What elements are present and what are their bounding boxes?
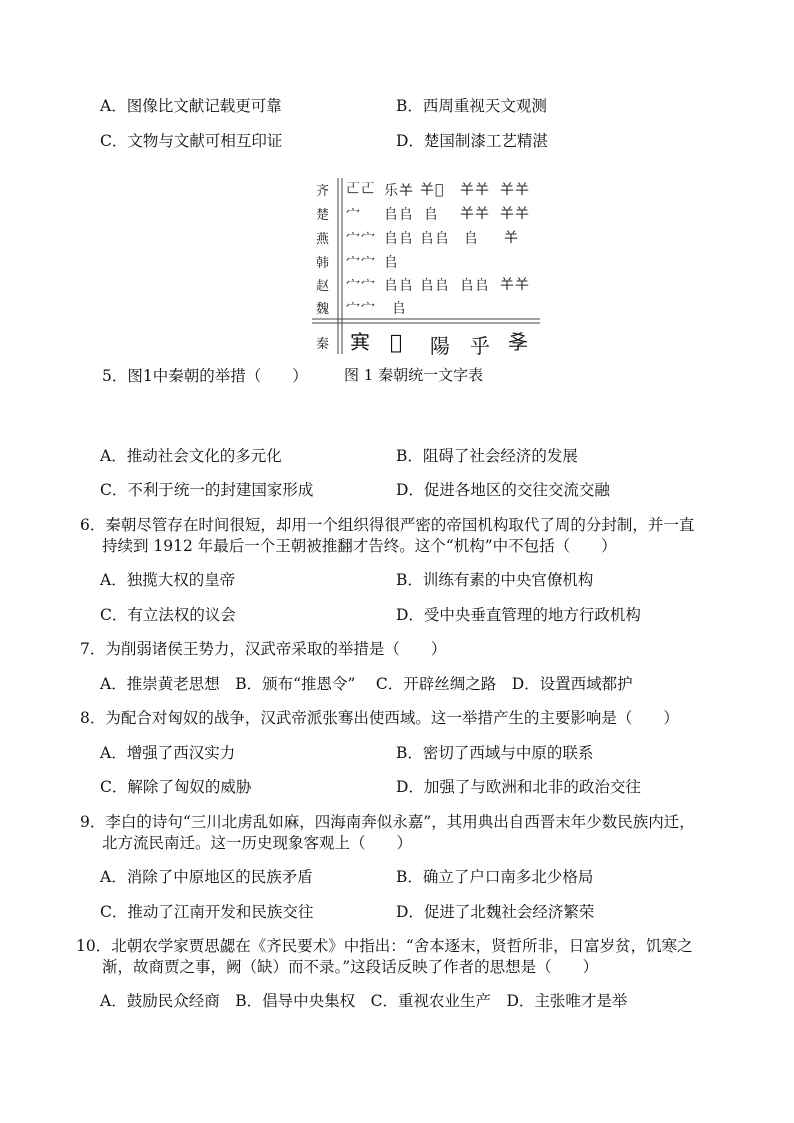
q9-option-c: C．推动了江南开发和民族交往 xyxy=(100,903,314,921)
q4-option-b: B．西周重视天文观测 xyxy=(396,97,547,115)
glyph: 𠂤𠂤 xyxy=(384,278,414,294)
glyph: 𢆉𢆉 xyxy=(460,182,490,198)
glyph: 𠂤𠂤 xyxy=(384,231,414,247)
q6-stem-line2: 持续到 1912 年最后一个王朝被推翻才告终。这个“机构”中不包括（ ） xyxy=(102,537,617,555)
qin-glyph: 𡨄 xyxy=(350,330,370,354)
q8-stem: 8．为配合对匈奴的战争，汉武帝派张骞出使西域。这一举措产生的主要影响是（ ） xyxy=(80,709,679,727)
glyph: 𠂤 xyxy=(384,255,399,271)
glyph: 𠂤𠂤 xyxy=(460,278,490,294)
glyph: 宀 xyxy=(346,207,361,223)
q9-stem-line2: 北方流民南迁。这一历史现象客观上（ ） xyxy=(102,834,413,852)
glyph: 𢆉𢆉 xyxy=(460,206,490,222)
state-label-yan: 燕 xyxy=(316,232,330,247)
q8-option-b: B．密切了西域与中原的联系 xyxy=(396,744,594,762)
glyph: 𢆉𢆉 xyxy=(500,182,530,198)
glyph: 𠂤𠂤 xyxy=(420,231,450,247)
q9-option-b: B．确立了户口南多北少格局 xyxy=(396,868,594,886)
glyph: 宀宀 xyxy=(346,231,376,247)
q10-stem-line2: 渐，故商贾之事，阙（缺）而不录。”这段话反映了作者的思想是（ ） xyxy=(102,958,599,976)
glyph: 𢆉𢆉 xyxy=(500,277,530,293)
glyph: 𠂤𠂤 xyxy=(420,278,450,294)
q4-option-c: C．文物与文献可相互印证 xyxy=(100,132,283,150)
q5-option-b: B．阻碍了社会经济的发展 xyxy=(396,447,578,465)
glyph: 宀宀 xyxy=(346,278,376,294)
state-label-qi: 齐 xyxy=(316,184,330,199)
q9-option-a: A．消除了中原地区的民族矛盾 xyxy=(100,868,313,886)
glyph: 𢆉 xyxy=(504,230,519,246)
q10-stem-line1: 10．北朝农学家贾思勰在《齐民要术》中指出：“舍本逐末，贤哲所非，日富岁贫，饥寒之 xyxy=(76,937,693,955)
state-label-chu: 楚 xyxy=(316,208,330,223)
state-label-qin: 秦 xyxy=(316,337,330,352)
q5-option-d: D．促进各地区的交往交流交融 xyxy=(396,481,610,499)
q6-option-c: C．有立法权的议会 xyxy=(100,606,236,624)
q5-option-a: A．推动社会文化的多元化 xyxy=(100,447,282,465)
figure-caption: 图 1 秦朝统一文字表 xyxy=(344,366,484,384)
glyph: 𠂤𠂤 xyxy=(384,207,414,223)
state-label-wei: 魏 xyxy=(316,302,330,317)
q8-option-c: C．解除了匈奴的威胁 xyxy=(100,778,252,796)
q6-option-a: A．独揽大权的皇帝 xyxy=(100,571,236,589)
q6-option-b: B．训练有素的中央官僚机构 xyxy=(396,571,594,589)
q6-stem-line1: 6．秦朝尽管存在时间很短，却用一个组织得很严密的帝国机构取代了周的分封制，并一直 xyxy=(80,516,695,534)
glyph: 𢆉𠄐 xyxy=(420,182,445,198)
glyph: 𠂤 xyxy=(392,301,407,317)
q7-stem: 7．为削弱诸侯王势力，汉武帝采取的举措是（ ） xyxy=(80,640,447,658)
glyph: 宀宀 xyxy=(346,255,376,271)
glyph: 宀宀 xyxy=(346,301,376,317)
q5-stem: 5．图1中秦朝的举措（ ） xyxy=(102,367,308,385)
qin-glyph: 𡥈 xyxy=(508,330,528,354)
glyph: 𢆉𢆉 xyxy=(500,206,530,222)
glyph: 𠂤 xyxy=(464,231,479,247)
state-label-zhao: 赵 xyxy=(316,279,330,294)
q9-stem-line1: 9．李白的诗句“三川北虏乱如麻，四海南奔似永嘉”，其用典出自西晋末年少数民族内迁， xyxy=(80,813,695,831)
q8-option-a: A．增强了西汉实力 xyxy=(100,744,236,762)
q7-options: A．推崇黄老思想 B．颁布“推恩令” C．开辟丝绸之路 D．设置西域都护 xyxy=(100,675,633,693)
qin-glyph: 𤕫 xyxy=(390,330,403,354)
q8-option-d: D．加强了与欧洲和北非的政治交往 xyxy=(396,778,641,796)
q4-option-a: A．图像比文献记载更可靠 xyxy=(100,97,282,115)
figure-script-table xyxy=(312,176,542,358)
qin-glyph: 乎 xyxy=(470,334,490,358)
q6-option-d: D．受中央垂直管理的地方行政机构 xyxy=(396,606,641,624)
state-label-han: 韩 xyxy=(316,256,330,271)
glyph: 乐𢆉 xyxy=(384,183,414,199)
q9-option-d: D．促进了北魏社会经济繁荣 xyxy=(396,903,595,921)
glyph: 𠀀𠀀 xyxy=(346,181,376,197)
glyph: 𠂤 xyxy=(424,207,439,223)
q4-option-d: D．楚国制漆工艺精湛 xyxy=(396,132,548,150)
q10-options: A．鼓励民众经商 B．倡导中央集权 C．重视农业生产 D．主张唯才是举 xyxy=(100,992,628,1010)
q5-option-c: C．不利于统一的封建国家形成 xyxy=(100,481,314,499)
qin-glyph: 陽 xyxy=(430,334,450,358)
